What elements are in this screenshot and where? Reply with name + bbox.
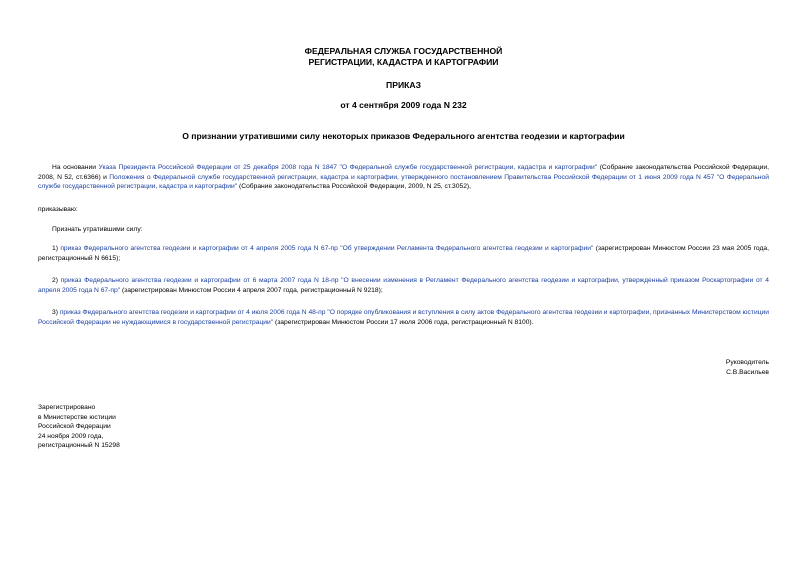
link-service-regulation[interactable]: Положения о Федеральной службе государственной регистрации, кадастра и картографии, утвержденного постановлением Правительства Российской Федерации от 1 июня 2009 года N 457 "О Федеральной службе государственной регистрации, кадастра и картографии" bbox=[38, 173, 769, 191]
agency-name bbox=[0, 46, 807, 68]
item-registration: (зарегистрирован Минюстом России 17 июля 2006 года, регистрационный N 8100). bbox=[273, 318, 534, 326]
doc-type: ПРИКАЗ bbox=[386, 80, 421, 90]
registration-line-5: регистрационный N 15298 bbox=[38, 442, 120, 450]
agency-line-1: ФЕДЕРАЛЬНАЯ СЛУЖБА ГОСУДАРСТВЕННОЙ bbox=[304, 46, 503, 56]
item-registration: (зарегистрирован Минюстом России 23 мая 2005 года, регистрационный N 6615); bbox=[38, 245, 769, 262]
doc-title: О признании утратившими силу некоторых приказов Федерального агентства геодезии и картографии bbox=[182, 131, 625, 141]
link-order-18[interactable]: приказ Федерального агентства геодезии и картографии от 6 марта 2007 года N 18-пр "О внесении изменения в Регламент Федерального агентства геодезии и картографии, утвержденный приказом Роскартографии от 4 апреля 2005 года N 67-пр" bbox=[38, 277, 769, 294]
link-order-48[interactable]: приказ Федерального агентства геодезии и картографии от 4 июля 2006 года N 48-пр "О порядке опубликования и вступления в силу актов Федерального агентства геодезии и картографии, признанных Министерством юстиции Российской Федерации не нуждающимися в государственной регистрации" bbox=[38, 309, 769, 326]
registration-line-3: Российской Федерации bbox=[38, 423, 111, 431]
registration-line-4: 24 ноября 2009 года, bbox=[38, 432, 104, 440]
registration-line-2: в Министерстве юстиции bbox=[38, 413, 116, 421]
registration-line-1: Зарегистрировано bbox=[38, 404, 96, 411]
item-number: 2) bbox=[52, 277, 61, 284]
signature-block bbox=[726, 358, 769, 377]
preamble-text-3: (Собрание законодательства Российской Федерации, 2009, N 25, ст.3052), bbox=[237, 183, 471, 191]
item-number: 3) bbox=[52, 309, 60, 316]
order-word: приказываю: bbox=[38, 206, 78, 213]
preamble-text-1: На основании bbox=[52, 164, 99, 171]
signatory-position: Руководитель bbox=[725, 359, 769, 366]
preamble-paragraph bbox=[38, 163, 769, 192]
registration-block bbox=[38, 403, 120, 451]
doc-date-number: от 4 сентября 2009 года N 232 bbox=[340, 100, 467, 110]
intro-text: Признать утратившими силу: bbox=[52, 226, 143, 233]
link-presidential-decree[interactable]: Указа Президента Российской Федерации от 25 декабря 2008 года N 1847 "О Федеральной службе государственной регистрации, кадастра и картографии" bbox=[98, 164, 598, 171]
signatory-name: С.В.Васильев bbox=[726, 368, 769, 376]
list-item-2 bbox=[38, 276, 769, 295]
list-item-1 bbox=[38, 244, 769, 263]
agency-line-2: РЕГИСТРАЦИИ, КАДАСТРА И КАРТОГРАФИИ bbox=[308, 57, 499, 67]
item-registration: (зарегистрирован Минюстом России 4 апреля 2007 года, регистрационный N 9218); bbox=[120, 286, 383, 294]
list-item-3 bbox=[38, 308, 769, 327]
link-order-67[interactable]: приказ Федерального агентства геодезии и картографии от 4 апреля 2005 года N 67-пр "Об утверждении Регламента Федерального агентства геодезии и картографии" bbox=[60, 245, 594, 252]
item-number: 1) bbox=[52, 245, 61, 252]
preamble-text-2: (Собрание законодательства Российской Федерации, 2008, N 52, ст.6366) и bbox=[38, 164, 770, 181]
